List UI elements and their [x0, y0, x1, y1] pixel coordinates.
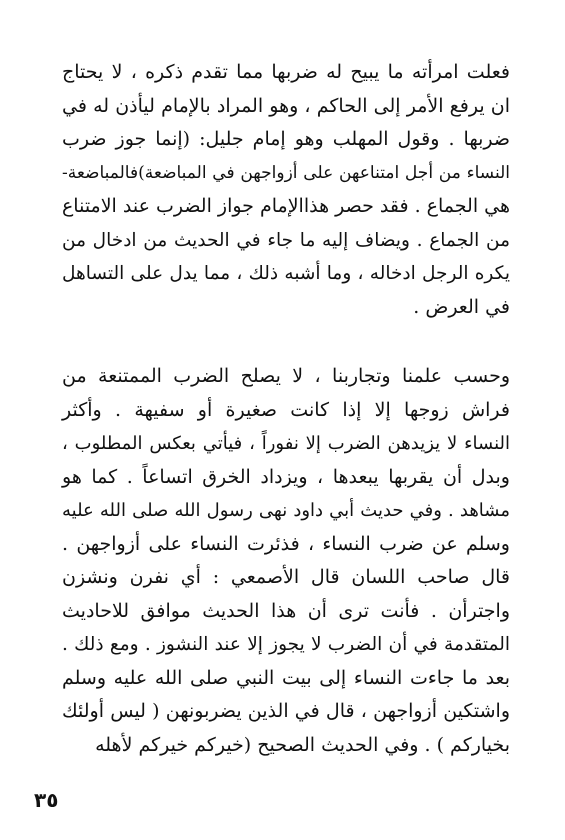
text-line: النساء من أجل امتناعهن على أزواجهن في المباضعة)فالمباضعة-: [62, 162, 510, 183]
text-line: وسلم عن ضرب النساء ، فذئرت النساء على أزواجهن .: [62, 532, 510, 555]
text-line: ان يرفع الأمر إلى الحاكم ، وهو المراد بالإمام ليأذن له في: [62, 94, 510, 117]
text-line: بعد ما جاءت النساء إلى بيت النبي صلى الله عليه وسلم: [62, 666, 510, 689]
text-line: بخياركم ) . وفي الحديث الصحيح (خيركم خيركم لأهله: [95, 733, 510, 756]
text-line: مشاهد . وفي حديث أبي داود نهى رسول الله صلى الله عليه: [62, 500, 510, 521]
paragraph-2: [62, 360, 510, 762]
text-line: واجترأن . فأنت ترى أن هذا الحديث موافق للاحاديث: [62, 599, 510, 622]
text-line: قال صاحب اللسان قال الأصمعي : أي نفرن ونشزن: [62, 566, 510, 588]
text-line: يكره الرجل ادخاله ، وما أشبه ذلك ، مما يدل على التساهل: [62, 263, 510, 284]
text-line: النساء لا يزيدهن الضرب إلا نفوراً ، فيأتي بعكس المطلوب ،: [62, 433, 510, 454]
text-line: واشتكين أزواجهن ، قال في الذين يضربونهن ( ليس أولئك: [62, 700, 510, 722]
text-line: وبدل أن يقربها يبعدها ، ويزداد الخرق اتساعاً . كما هو: [62, 465, 510, 488]
text-line: وحسب علمنا وتجاربنا ، لا يصلح الضرب الممتنعة من: [62, 365, 510, 387]
text-line: فعلت امرأته ما يبيح له ضربها مما تقدم ذكره ، لا يحتاج: [62, 61, 510, 83]
text-line: فراش زوجها إلا إذا كانت صغيرة أو سفيهة . وأكثر: [62, 398, 510, 421]
text-line: من الجماع . ويضاف إليه ما جاء في الحديث من ادخال من: [62, 229, 510, 251]
text-line: المتقدمة في أن الضرب لا يجوز إلا عند النشوز . ومع ذلك .: [62, 634, 510, 655]
text-line: هي الجماع . فقد حصر هذاالإمام جواز الضرب عند الامتناع: [61, 195, 510, 217]
text-line: في العرض .: [413, 295, 510, 318]
page-number: ٣٥: [34, 788, 59, 812]
text-line: ضربها . وقول المهلب وهو إمام جليل: (إنما جوز ضرب: [62, 128, 510, 150]
paragraph-1: [62, 56, 510, 324]
